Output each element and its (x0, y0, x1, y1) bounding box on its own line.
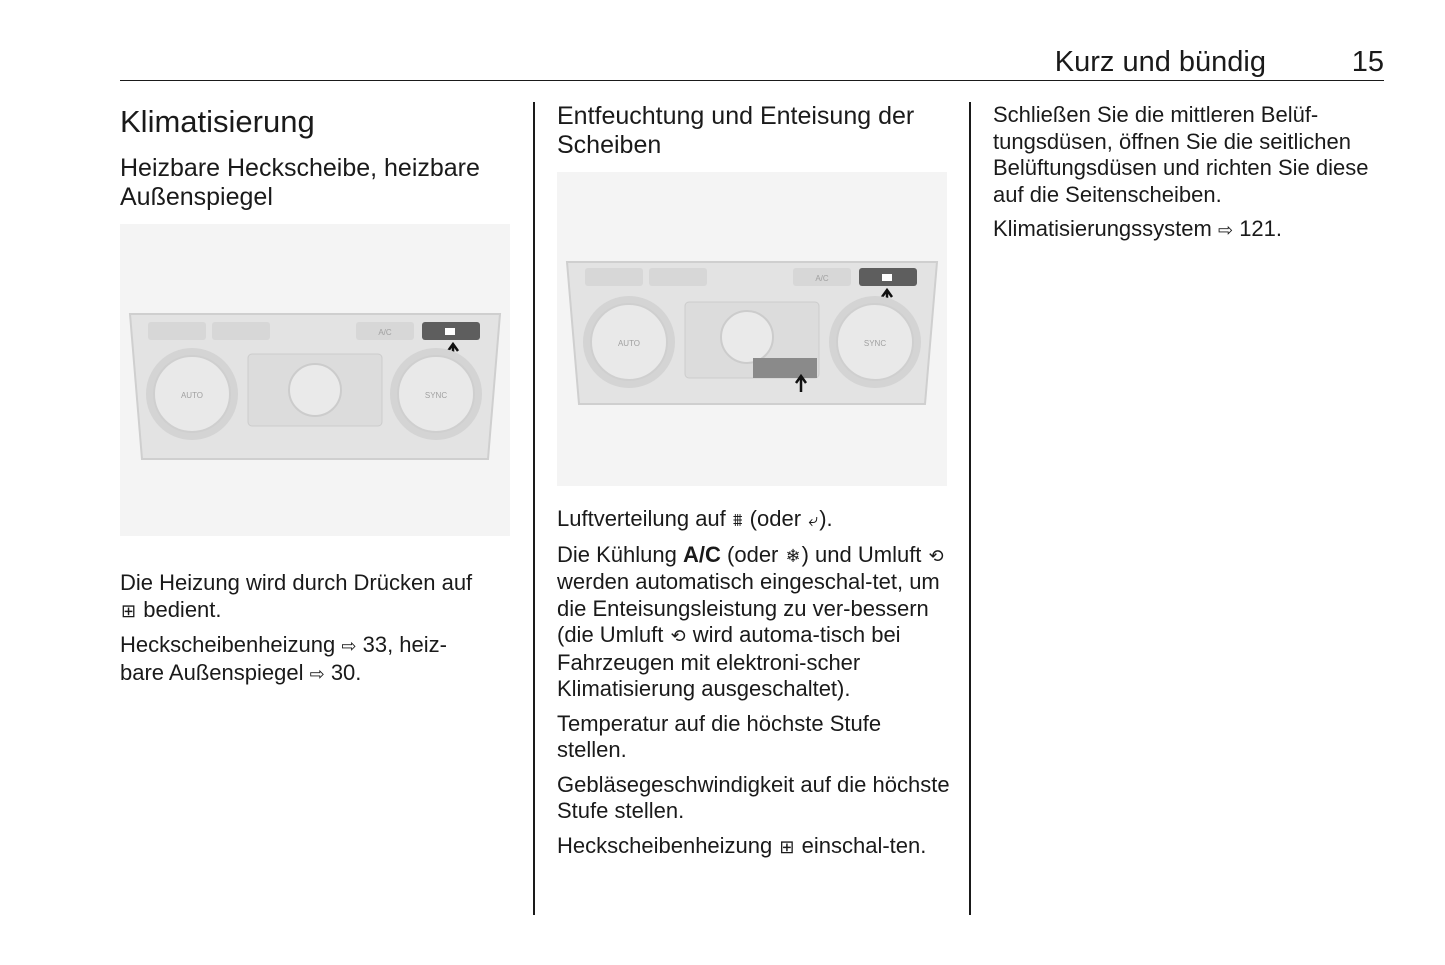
section-heading: Klimatisierung (120, 104, 315, 139)
page-header (120, 44, 1384, 81)
rear-defrost-icon: ⊞ (121, 600, 137, 621)
climate-control-illustration (557, 172, 947, 486)
sync-knob-label: SYNC (863, 339, 887, 348)
sync-knob-label: SYNC (424, 391, 448, 400)
auto-knob-label: AUTO (180, 391, 204, 400)
paragraph: Heckscheibenheizung ⇨ 33, heiz- bare Außenspiegel ⇨ 30. (120, 632, 447, 685)
ac-button-label: A/C (815, 274, 829, 283)
paragraph: Klimatisierungssystem ⇨ 121. (993, 216, 1283, 241)
auto-knob-label: AUTO (617, 339, 641, 348)
page-reference-icon: ⇨ (341, 636, 357, 656)
subsection-heading: Heizbare Heckscheibe, heizbare Außenspiegel (120, 154, 480, 211)
windscreen-defrost-icon: ⩩ (732, 510, 743, 530)
column-1 (120, 102, 510, 695)
subsection-heading: Entfeuchtung und Enteisung der Scheiben (557, 102, 915, 159)
paragraph: Die Heizung wird durch Drücken auf ⊞ bedient. (120, 570, 510, 624)
column-divider (969, 102, 971, 915)
page-reference-icon: ⇨ (1217, 220, 1234, 240)
feet-windscreen-icon: ⤶ (808, 510, 819, 530)
recirculation-icon: ⟲ (928, 545, 944, 566)
page-reference-icon: ⇨ (309, 663, 325, 684)
column-divider (533, 102, 535, 915)
snowflake-icon: ❄ (785, 545, 801, 566)
section-title: Kurz und bündig (1054, 46, 1266, 78)
column-2 (557, 102, 952, 868)
column-3 (993, 102, 1388, 252)
paragraph: Schließen Sie die mittleren Belüf-tungsdüsen, öffnen Sie die seitlichen Belüftungsdüsen und richten Sie diese auf die Seitenscheiben. (993, 102, 1369, 207)
page-number: 15 (1351, 46, 1384, 78)
paragraph: Gebläsegeschwindigkeit auf die höchste Stufe stellen. (557, 771, 950, 823)
ac-button-label: A/C (378, 328, 392, 337)
recirculation-icon: ⟲ (670, 626, 686, 646)
rear-defrost-icon: ⊞ (779, 836, 795, 857)
climate-control-illustration (120, 224, 510, 536)
paragraph: Temperatur auf die höchste Stufe stellen. (557, 710, 882, 762)
paragraph: Die Kühlung A/C (oder ❄) und Umluft ⟲ werden automatisch eingeschal-tet, um die Enteisungsleistung zu ver-bessern (die Umluft ⟲ wird automa-tisch bei Fahrzeugen mit elektroni-scher Klimatisierung ausgeschaltet). (557, 541, 944, 701)
paragraph: Heckscheibenheizung ⊞ einschal-ten. (557, 833, 952, 861)
paragraph: Luftverteilung auf ⩩ (oder ⤶). (557, 506, 952, 534)
ac-label: A/C (683, 541, 721, 567)
